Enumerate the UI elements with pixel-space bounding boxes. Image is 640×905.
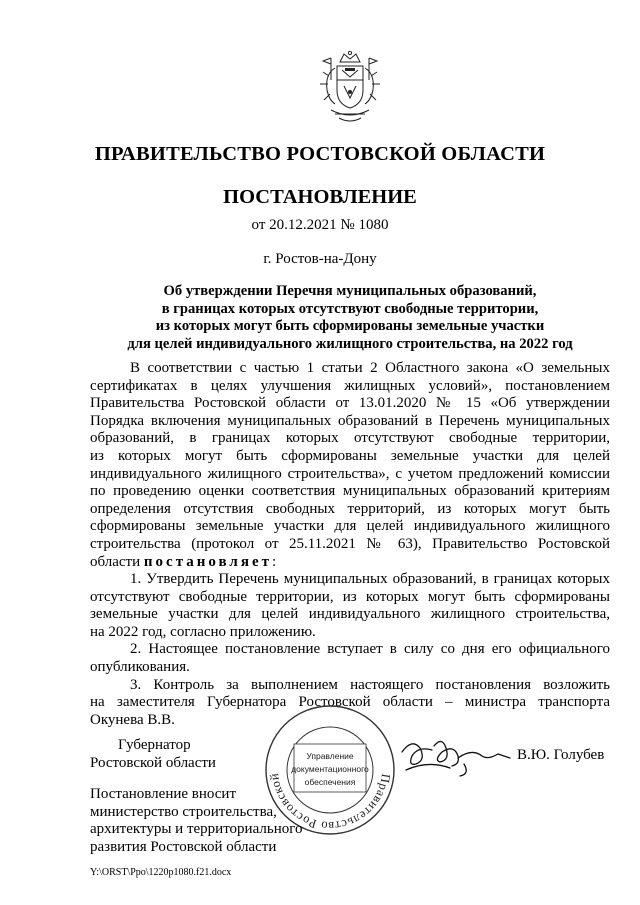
submitted-by-line: развития Ростовской области	[90, 838, 277, 855]
preamble-last-prefix: области	[90, 553, 144, 570]
preamble-line: образований, в границах которых отсутствуют свободные территории,	[90, 430, 610, 447]
submitted-by-line: Постановление вносит	[90, 786, 237, 802]
preamble-line: сформированы земельные участки для целей индивидуального жилищного	[90, 518, 610, 535]
point-2-line: опубликования.	[90, 658, 190, 675]
point-3-line: 3. Контроль за выполнением настоящего постановления возложить	[130, 676, 610, 693]
title-line: для целей индивидуального жилищного строительства, на 2022 год	[127, 335, 573, 352]
coat-of-arms-emblem	[315, 50, 385, 128]
organization-heading: ПРАВИТЕЛЬСТВО РОСТОВСКОЙ ОБЛАСТИ	[94, 143, 546, 165]
file-path: Y:\ORST\Ppo\1220p1080.f21.docx	[90, 867, 232, 878]
point-3-line: на заместителя Губернатора Ростовской области – министра транспорта	[90, 694, 610, 711]
point-3-line: Окунева В.В.	[90, 711, 175, 728]
signatory-name: В.Ю. Голубев	[517, 747, 605, 763]
preamble-last-line	[90, 554, 610, 572]
signatory-position	[90, 737, 216, 772]
stamp-ring-text: Правительство Ростовской	[267, 772, 393, 834]
submitted-by-line: архитектуры и территориального	[90, 821, 303, 838]
preamble-line: Порядка включения муниципальных образований в Перечень муниципальных	[90, 412, 610, 429]
point-2-line: 2. Настоящее постановление вступает в силу со дня его официального	[130, 641, 610, 658]
title-line: Об утверждении Перечня муниципальных образований,	[163, 283, 537, 299]
stamp-center-line: Управление	[306, 751, 354, 761]
preamble-line: строительства (протокол от 25.11.2021 № 63), Правительство Ростовской	[90, 535, 610, 552]
position-line: Губернатор	[118, 737, 191, 753]
position-line: Ростовской области	[90, 754, 216, 771]
document-type-heading: ПОСТАНОВЛЕНИЕ	[223, 186, 417, 208]
submitted-by-note	[90, 786, 303, 856]
preamble-paragraph	[90, 360, 610, 571]
preamble-line: индивидуального жилищного строительства», с учетом предложений комиссии	[90, 465, 610, 482]
preamble-line: сертификатах в целях улучшения жилищных условий», постановлением	[90, 377, 610, 394]
preamble-line: определения отсутствия свободных территорий, из которых могут быть	[90, 500, 610, 517]
preamble-line: Правительства Ростовской области от 13.01.2020 № 15 «Об утверждении	[90, 395, 610, 412]
title-line: из которых могут быть сформированы земельные участки	[155, 318, 545, 335]
preamble-line: из которых могут быть сформированы земельные участки для целей	[90, 447, 610, 464]
submitted-by-line: министерство строительства,	[90, 803, 277, 820]
point-1-line: 1. Утвердить Перечень муниципальных образований, в границах которых	[130, 571, 610, 587]
preamble-line: по проведению оценки соответствия муниципальных образований критериям	[90, 483, 610, 500]
title-line: в границах которых отсутствуют свободные территории,	[161, 300, 539, 317]
point-1-line: на 2022 год, согласно приложению.	[90, 623, 316, 640]
handwritten-signature	[398, 730, 518, 780]
stamp-center-line: обеспечения	[304, 777, 356, 787]
document-title	[90, 283, 610, 353]
preamble-last-suffix: :	[272, 553, 277, 570]
point-1-line: земельные участки для целей индивидуального жилищного строительства,	[90, 606, 610, 623]
preamble-line: В соответствии с частью 1 статьи 2 Областного закона «О земельных	[130, 360, 610, 376]
point-1-line: отсутствуют свободные территории, из которых могут быть сформированы	[90, 588, 610, 605]
document-city: г. Ростов-на-Дону	[263, 251, 377, 267]
stamp-center-line: документационного	[291, 764, 369, 774]
document-date-number: от 20.12.2021 № 1080	[251, 217, 389, 233]
resolves-word: постановляет	[143, 553, 272, 570]
